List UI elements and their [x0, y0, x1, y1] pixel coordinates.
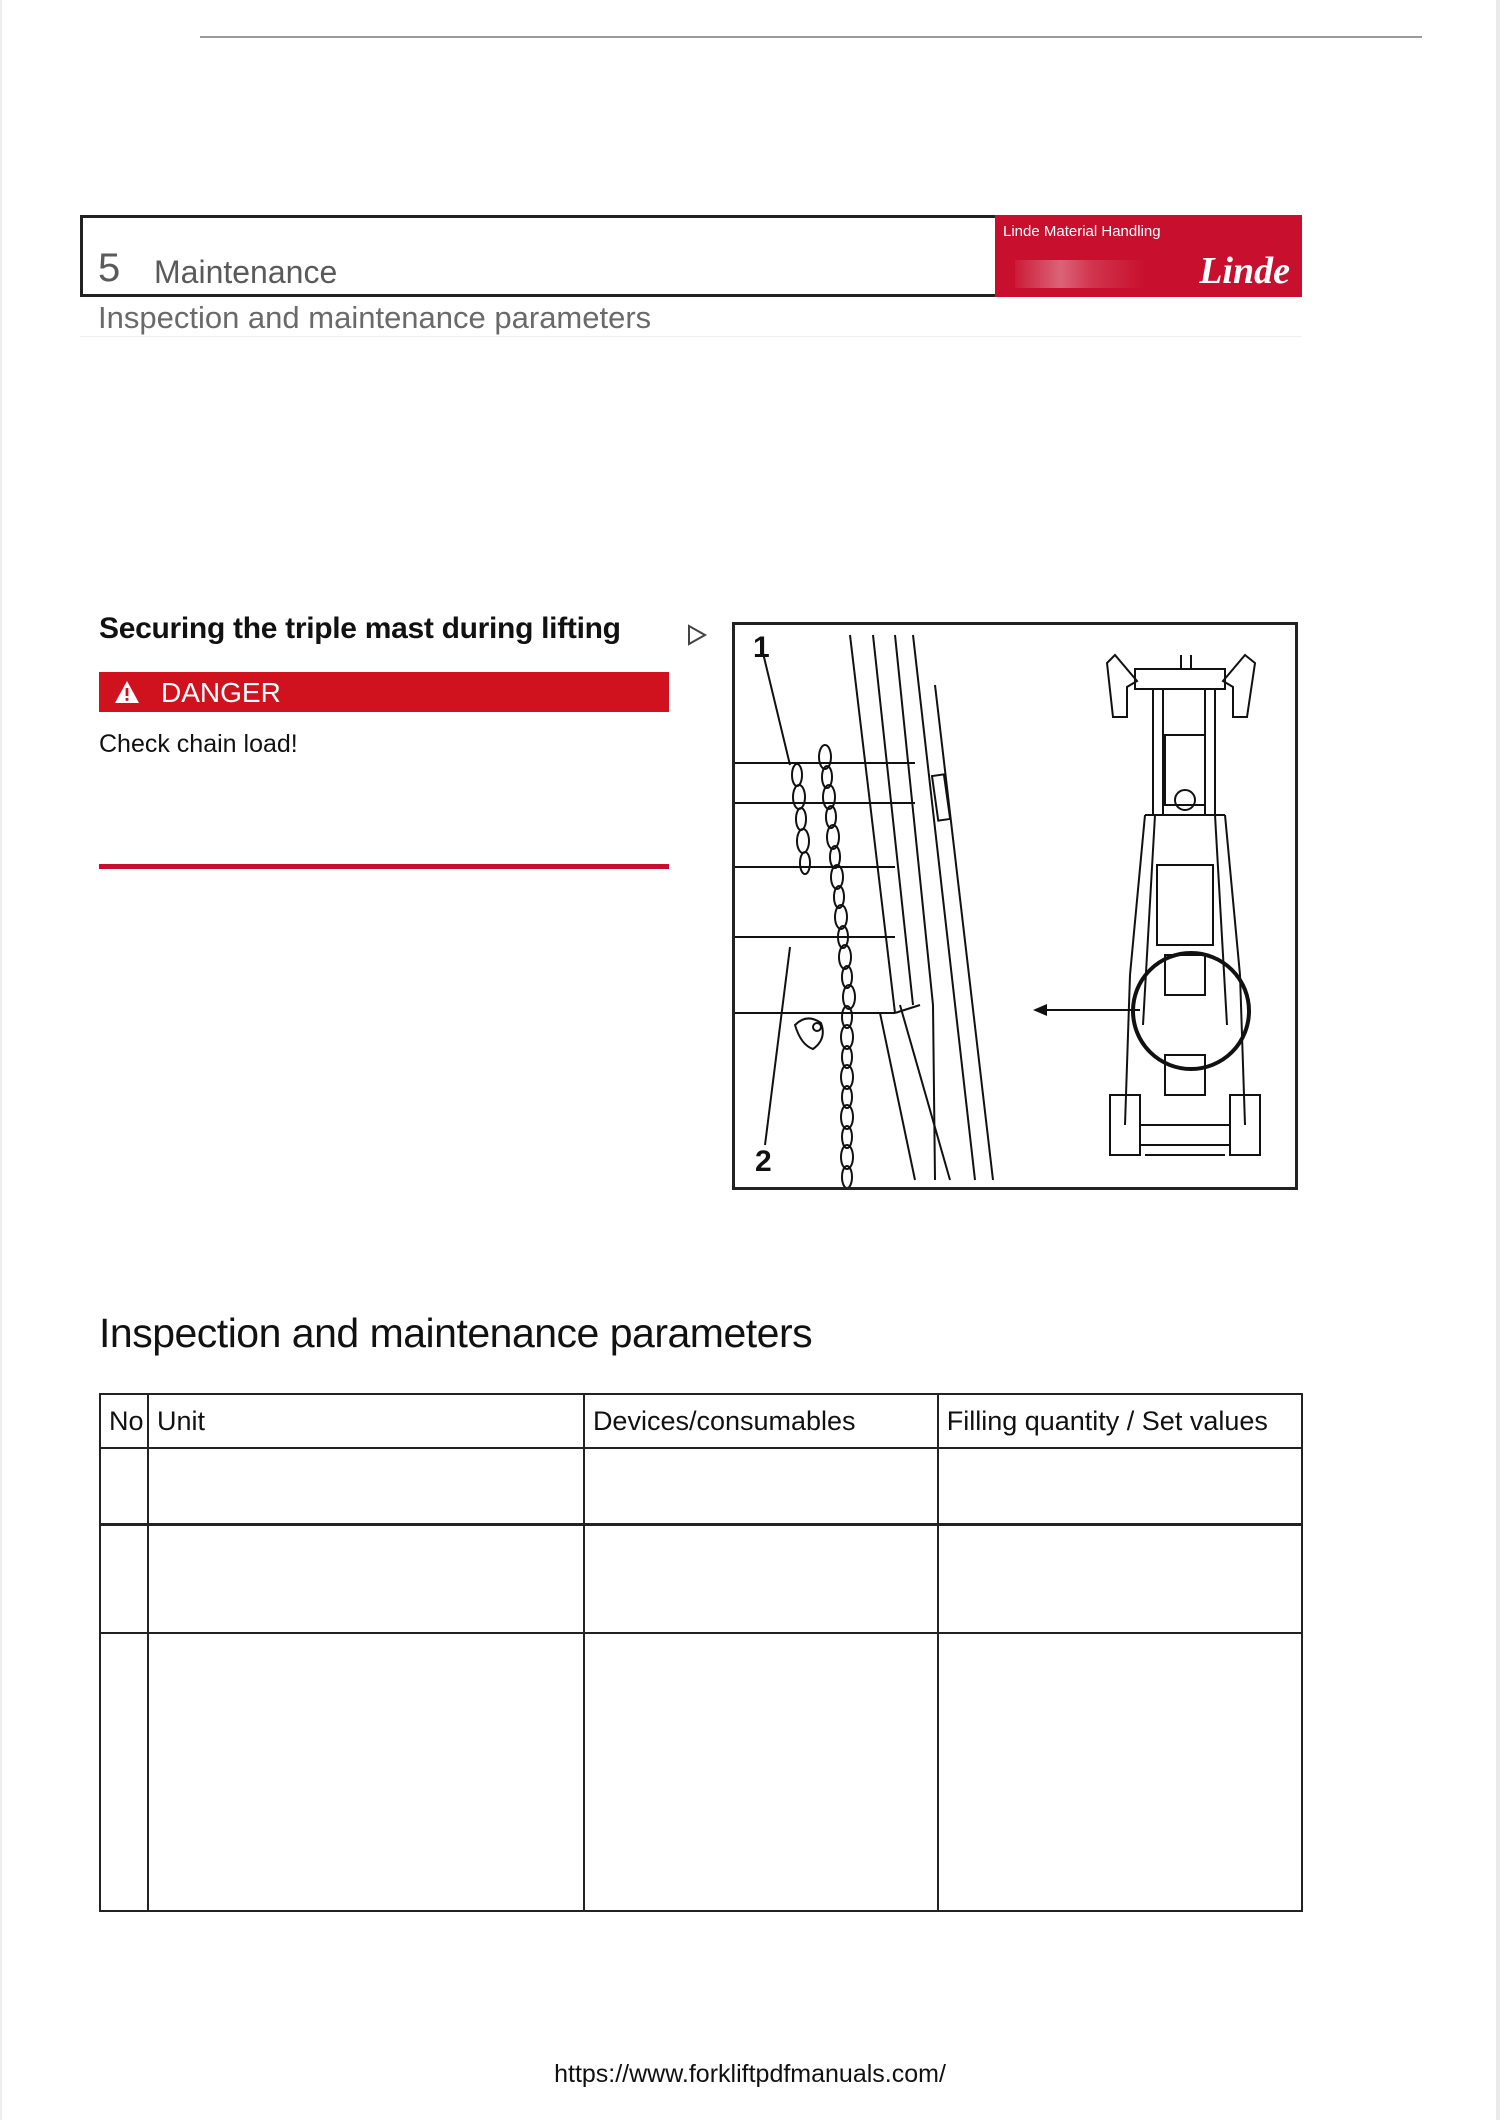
truck-outline: [1107, 655, 1260, 1155]
table-cell: [584, 1633, 938, 1911]
danger-label: DANGER: [161, 677, 281, 708]
table-row: [100, 1633, 1302, 1911]
parameters-table: [99, 1393, 1303, 1912]
table-cell: [584, 1448, 938, 1525]
table-cell: [584, 1525, 938, 1634]
column-header-filling: Filling quantity / Set values: [938, 1394, 1302, 1448]
table-cell: [100, 1525, 148, 1634]
brand-logo-block: [995, 215, 1302, 297]
danger-banner: [99, 672, 669, 712]
page-subtitle: Inspection and maintenance parameters: [98, 300, 652, 335]
column-header-no: No: [100, 1394, 148, 1448]
footer-url[interactable]: https://www.forkliftpdfmanuals.com/: [554, 2060, 946, 2088]
brand-pixel-pattern: [1015, 260, 1145, 288]
mast-chain-illustration: [732, 622, 1298, 1190]
table-cell: [100, 1448, 148, 1525]
table-header-row: [100, 1394, 1302, 1448]
page-edge-right: [1496, 0, 1500, 2120]
brand-tagline: Linde Material Handling: [1003, 223, 1161, 240]
chain: [792, 745, 855, 1187]
table-cell: [148, 1633, 584, 1911]
table-cell: [938, 1525, 1302, 1634]
parameters-heading: Inspection and maintenance parameters: [99, 1310, 813, 1356]
brand-logo: Linde: [1199, 250, 1290, 292]
chapter-title: Maintenance: [154, 254, 338, 290]
section-title: Securing the triple mast during lifting: [99, 612, 621, 645]
table-cell: [938, 1448, 1302, 1525]
column-header-devices: Devices/consumables: [584, 1394, 938, 1448]
top-rule: [200, 36, 1422, 38]
mast-chain-drawing: [735, 625, 1295, 1187]
table-cell: [100, 1633, 148, 1911]
subtitle-rule: [80, 336, 1302, 337]
table-row: [100, 1525, 1302, 1634]
warning-triangle-icon: [113, 678, 141, 706]
danger-message: Check chain load!: [99, 730, 298, 758]
detail-circle: [1133, 953, 1249, 1069]
callout-label-1: 1: [753, 631, 770, 664]
callout-label-2: 2: [755, 1145, 772, 1178]
chapter-number: 5: [98, 246, 121, 290]
page-edge-left: [0, 0, 2, 2120]
table-cell: [938, 1633, 1302, 1911]
column-header-unit: Unit: [148, 1394, 584, 1448]
triangle-right-icon: [686, 624, 708, 646]
table-cell: [148, 1525, 584, 1634]
table-cell: [148, 1448, 584, 1525]
danger-end-rule: [99, 864, 669, 869]
table-row: [100, 1448, 1302, 1525]
